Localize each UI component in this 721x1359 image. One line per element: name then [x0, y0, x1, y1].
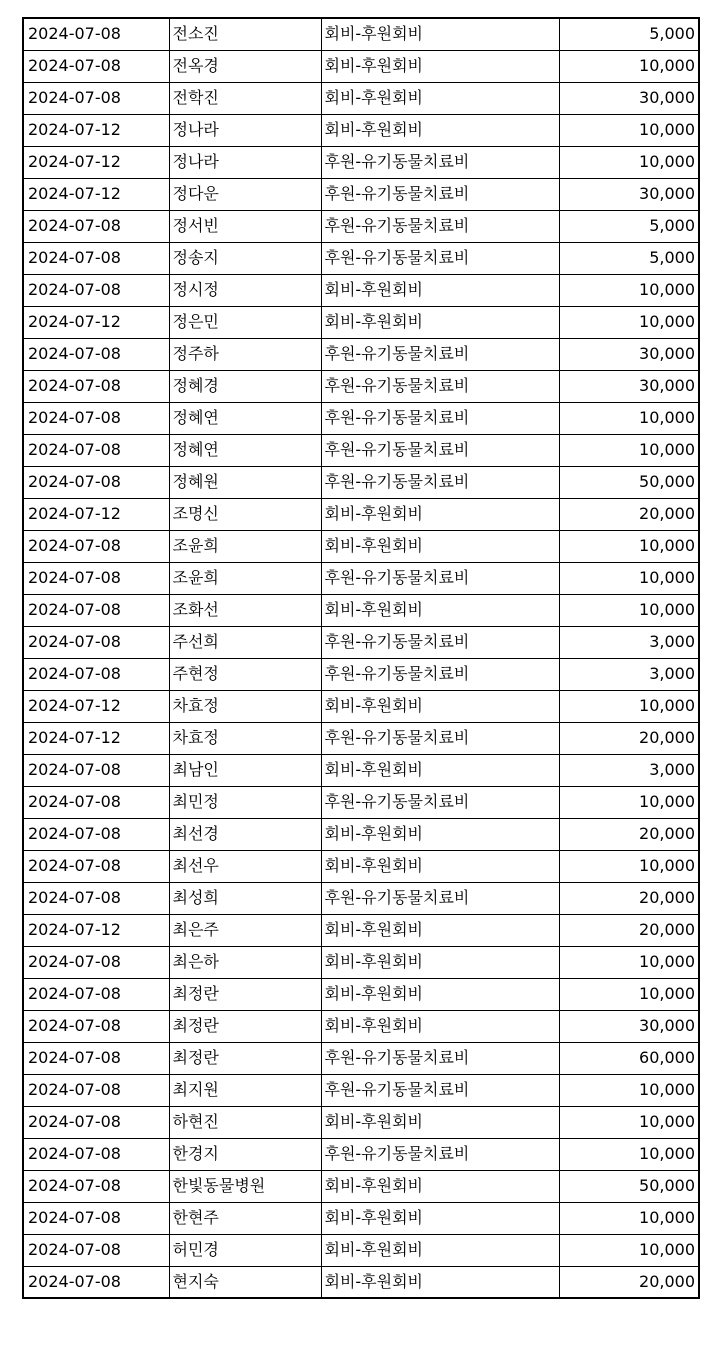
amount-cell: 10,000	[559, 786, 699, 818]
table-row	[23, 1138, 699, 1170]
donation-type-cell: 회비-후원회비	[321, 850, 559, 882]
amount-cell: 10,000	[559, 562, 699, 594]
amount-cell: 3,000	[559, 658, 699, 690]
table-row	[23, 1266, 699, 1298]
donor-name-cell: 조화선	[169, 594, 321, 626]
table-row	[23, 690, 699, 722]
date-cell: 2024-07-08	[23, 1010, 169, 1042]
date-cell: 2024-07-08	[23, 1106, 169, 1138]
date-cell: 2024-07-12	[23, 498, 169, 530]
ledger-body	[23, 18, 699, 1298]
table-row	[23, 626, 699, 658]
amount-cell: 30,000	[559, 178, 699, 210]
donation-type-cell: 후원-유기동물치료비	[321, 402, 559, 434]
date-cell: 2024-07-12	[23, 114, 169, 146]
donation-type-cell: 후원-유기동물치료비	[321, 786, 559, 818]
table-row	[23, 18, 699, 50]
table-row	[23, 786, 699, 818]
donor-name-cell: 조윤희	[169, 530, 321, 562]
donation-type-cell: 회비-후원회비	[321, 1106, 559, 1138]
table-row	[23, 818, 699, 850]
table-row	[23, 370, 699, 402]
date-cell: 2024-07-08	[23, 754, 169, 786]
donor-name-cell: 정은민	[169, 306, 321, 338]
amount-cell: 20,000	[559, 882, 699, 914]
date-cell: 2024-07-08	[23, 946, 169, 978]
donation-type-cell: 후원-유기동물치료비	[321, 466, 559, 498]
donor-name-cell: 최남인	[169, 754, 321, 786]
donation-type-cell: 회비-후원회비	[321, 1010, 559, 1042]
amount-cell: 10,000	[559, 306, 699, 338]
donation-type-cell: 회비-후원회비	[321, 594, 559, 626]
donation-type-cell: 회비-후원회비	[321, 18, 559, 50]
date-cell: 2024-07-12	[23, 722, 169, 754]
table-row	[23, 1106, 699, 1138]
date-cell: 2024-07-12	[23, 306, 169, 338]
date-cell: 2024-07-08	[23, 402, 169, 434]
donation-type-cell: 후원-유기동물치료비	[321, 434, 559, 466]
amount-cell: 5,000	[559, 242, 699, 274]
table-row	[23, 562, 699, 594]
date-cell: 2024-07-08	[23, 1138, 169, 1170]
date-cell: 2024-07-08	[23, 626, 169, 658]
date-cell: 2024-07-08	[23, 594, 169, 626]
donation-type-cell: 후원-유기동물치료비	[321, 722, 559, 754]
donor-name-cell: 현지숙	[169, 1266, 321, 1298]
amount-cell: 10,000	[559, 1106, 699, 1138]
table-row	[23, 1234, 699, 1266]
table-row	[23, 402, 699, 434]
amount-cell: 5,000	[559, 18, 699, 50]
donation-type-cell: 회비-후원회비	[321, 114, 559, 146]
amount-cell: 10,000	[559, 1234, 699, 1266]
donor-name-cell: 최정란	[169, 1010, 321, 1042]
donor-name-cell: 주선희	[169, 626, 321, 658]
donation-type-cell: 회비-후원회비	[321, 946, 559, 978]
donation-type-cell: 회비-후원회비	[321, 1170, 559, 1202]
donation-type-cell: 회비-후원회비	[321, 1266, 559, 1298]
table-row	[23, 274, 699, 306]
amount-cell: 10,000	[559, 1074, 699, 1106]
date-cell: 2024-07-08	[23, 658, 169, 690]
donor-name-cell: 조명신	[169, 498, 321, 530]
table-row	[23, 82, 699, 114]
amount-cell: 3,000	[559, 626, 699, 658]
table-row	[23, 850, 699, 882]
amount-cell: 10,000	[559, 978, 699, 1010]
donation-type-cell: 후원-유기동물치료비	[321, 210, 559, 242]
donation-type-cell: 후원-유기동물치료비	[321, 338, 559, 370]
date-cell: 2024-07-08	[23, 50, 169, 82]
donation-type-cell: 회비-후원회비	[321, 1202, 559, 1234]
donor-name-cell: 전옥경	[169, 50, 321, 82]
donation-type-cell: 회비-후원회비	[321, 690, 559, 722]
table-row	[23, 50, 699, 82]
date-cell: 2024-07-08	[23, 82, 169, 114]
date-cell: 2024-07-08	[23, 978, 169, 1010]
table-row	[23, 1074, 699, 1106]
amount-cell: 10,000	[559, 402, 699, 434]
amount-cell: 30,000	[559, 338, 699, 370]
amount-cell: 20,000	[559, 818, 699, 850]
date-cell: 2024-07-08	[23, 850, 169, 882]
donor-name-cell: 최선경	[169, 818, 321, 850]
donation-type-cell: 후원-유기동물치료비	[321, 562, 559, 594]
amount-cell: 10,000	[559, 594, 699, 626]
amount-cell: 20,000	[559, 1266, 699, 1298]
table-row	[23, 210, 699, 242]
amount-cell: 50,000	[559, 466, 699, 498]
donor-name-cell: 전학진	[169, 82, 321, 114]
amount-cell: 10,000	[559, 50, 699, 82]
table-row	[23, 306, 699, 338]
date-cell: 2024-07-12	[23, 914, 169, 946]
donor-name-cell: 한현주	[169, 1202, 321, 1234]
date-cell: 2024-07-08	[23, 1042, 169, 1074]
amount-cell: 60,000	[559, 1042, 699, 1074]
date-cell: 2024-07-08	[23, 466, 169, 498]
amount-cell: 10,000	[559, 274, 699, 306]
table-row	[23, 754, 699, 786]
table-row	[23, 658, 699, 690]
table-row	[23, 978, 699, 1010]
amount-cell: 3,000	[559, 754, 699, 786]
donation-type-cell: 후원-유기동물치료비	[321, 882, 559, 914]
amount-cell: 10,000	[559, 1202, 699, 1234]
date-cell: 2024-07-08	[23, 818, 169, 850]
date-cell: 2024-07-08	[23, 1234, 169, 1266]
table-row	[23, 498, 699, 530]
donor-name-cell: 최은주	[169, 914, 321, 946]
donor-name-cell: 한경지	[169, 1138, 321, 1170]
donor-name-cell: 차효정	[169, 722, 321, 754]
date-cell: 2024-07-08	[23, 1170, 169, 1202]
donor-name-cell: 한빛동물병원	[169, 1170, 321, 1202]
donation-ledger-table	[22, 17, 700, 1299]
donation-type-cell: 회비-후원회비	[321, 274, 559, 306]
date-cell: 2024-07-08	[23, 18, 169, 50]
donation-type-cell: 회비-후원회비	[321, 530, 559, 562]
donor-name-cell: 최성희	[169, 882, 321, 914]
amount-cell: 10,000	[559, 690, 699, 722]
donor-name-cell: 정주하	[169, 338, 321, 370]
amount-cell: 30,000	[559, 1010, 699, 1042]
donation-type-cell: 회비-후원회비	[321, 754, 559, 786]
donation-type-cell: 후원-유기동물치료비	[321, 1042, 559, 1074]
amount-cell: 10,000	[559, 434, 699, 466]
table-row	[23, 114, 699, 146]
table-row	[23, 178, 699, 210]
donation-type-cell: 회비-후원회비	[321, 1234, 559, 1266]
donor-name-cell: 정혜연	[169, 402, 321, 434]
donation-type-cell: 회비-후원회비	[321, 818, 559, 850]
donation-type-cell: 회비-후원회비	[321, 498, 559, 530]
donor-name-cell: 최지원	[169, 1074, 321, 1106]
donation-type-cell: 회비-후원회비	[321, 306, 559, 338]
donation-type-cell: 후원-유기동물치료비	[321, 242, 559, 274]
donation-type-cell: 후원-유기동물치료비	[321, 626, 559, 658]
donor-name-cell: 정나라	[169, 114, 321, 146]
table-row	[23, 1202, 699, 1234]
donation-type-cell: 회비-후원회비	[321, 978, 559, 1010]
donation-type-cell: 회비-후원회비	[321, 82, 559, 114]
donor-name-cell: 정시정	[169, 274, 321, 306]
table-row	[23, 530, 699, 562]
donation-type-cell: 회비-후원회비	[321, 914, 559, 946]
donation-type-cell: 후원-유기동물치료비	[321, 146, 559, 178]
donor-name-cell: 최선우	[169, 850, 321, 882]
amount-cell: 10,000	[559, 530, 699, 562]
amount-cell: 50,000	[559, 1170, 699, 1202]
donor-name-cell: 정송지	[169, 242, 321, 274]
date-cell: 2024-07-12	[23, 178, 169, 210]
table-row	[23, 466, 699, 498]
date-cell: 2024-07-08	[23, 274, 169, 306]
table-row	[23, 1170, 699, 1202]
table-row	[23, 1042, 699, 1074]
donor-name-cell: 정서빈	[169, 210, 321, 242]
table-row	[23, 914, 699, 946]
amount-cell: 10,000	[559, 1138, 699, 1170]
donation-type-cell: 후원-유기동물치료비	[321, 1138, 559, 1170]
donor-name-cell: 전소진	[169, 18, 321, 50]
amount-cell: 20,000	[559, 498, 699, 530]
table-row	[23, 722, 699, 754]
table-row	[23, 242, 699, 274]
table-row	[23, 338, 699, 370]
date-cell: 2024-07-08	[23, 210, 169, 242]
donor-name-cell: 최은하	[169, 946, 321, 978]
donor-name-cell: 정혜경	[169, 370, 321, 402]
table-row	[23, 434, 699, 466]
amount-cell: 10,000	[559, 850, 699, 882]
date-cell: 2024-07-08	[23, 434, 169, 466]
date-cell: 2024-07-08	[23, 338, 169, 370]
amount-cell: 30,000	[559, 370, 699, 402]
date-cell: 2024-07-12	[23, 146, 169, 178]
date-cell: 2024-07-08	[23, 1074, 169, 1106]
donor-name-cell: 정다운	[169, 178, 321, 210]
table-row	[23, 594, 699, 626]
date-cell: 2024-07-08	[23, 786, 169, 818]
table-row	[23, 146, 699, 178]
donor-name-cell: 최민정	[169, 786, 321, 818]
amount-cell: 10,000	[559, 114, 699, 146]
date-cell: 2024-07-08	[23, 530, 169, 562]
date-cell: 2024-07-12	[23, 690, 169, 722]
donor-name-cell: 최정란	[169, 1042, 321, 1074]
date-cell: 2024-07-08	[23, 1266, 169, 1298]
donation-type-cell: 후원-유기동물치료비	[321, 658, 559, 690]
date-cell: 2024-07-08	[23, 242, 169, 274]
date-cell: 2024-07-08	[23, 562, 169, 594]
donor-name-cell: 조윤희	[169, 562, 321, 594]
amount-cell: 30,000	[559, 82, 699, 114]
date-cell: 2024-07-08	[23, 370, 169, 402]
donation-type-cell: 후원-유기동물치료비	[321, 1074, 559, 1106]
donation-type-cell: 후원-유기동물치료비	[321, 370, 559, 402]
table-row	[23, 1010, 699, 1042]
amount-cell: 20,000	[559, 722, 699, 754]
donor-name-cell: 정나라	[169, 146, 321, 178]
table-row	[23, 946, 699, 978]
amount-cell: 20,000	[559, 914, 699, 946]
date-cell: 2024-07-08	[23, 1202, 169, 1234]
donation-type-cell: 후원-유기동물치료비	[321, 178, 559, 210]
donor-name-cell: 주현정	[169, 658, 321, 690]
amount-cell: 10,000	[559, 946, 699, 978]
donor-name-cell: 최정란	[169, 978, 321, 1010]
table-row	[23, 882, 699, 914]
donor-name-cell: 하현진	[169, 1106, 321, 1138]
amount-cell: 10,000	[559, 146, 699, 178]
donor-name-cell: 정혜연	[169, 434, 321, 466]
donor-name-cell: 차효정	[169, 690, 321, 722]
amount-cell: 5,000	[559, 210, 699, 242]
donor-name-cell: 허민경	[169, 1234, 321, 1266]
donation-type-cell: 회비-후원회비	[321, 50, 559, 82]
donor-name-cell: 정혜원	[169, 466, 321, 498]
date-cell: 2024-07-08	[23, 882, 169, 914]
